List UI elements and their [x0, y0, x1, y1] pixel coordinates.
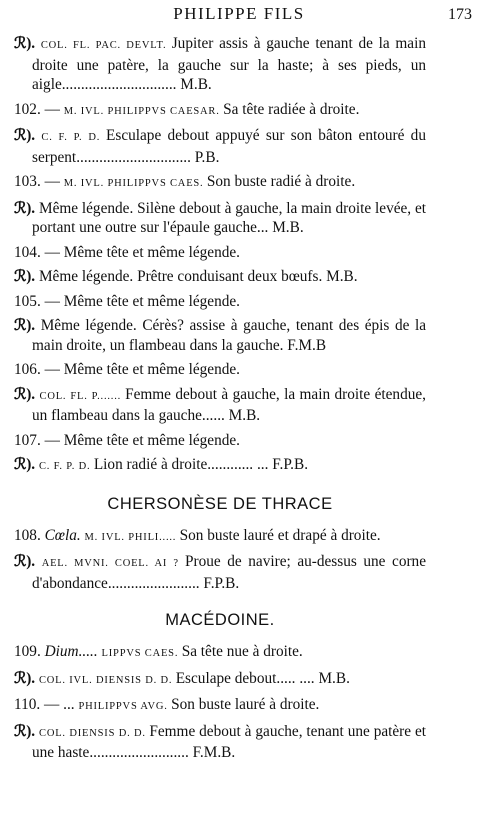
- section-title-macedoine: MACÉDOINE.: [165, 611, 275, 629]
- rarity-mark: F.P.B.: [203, 574, 240, 592]
- entry-dash: —: [44, 292, 64, 310]
- entry-number: 109.: [14, 643, 45, 660]
- page-number: 173: [448, 6, 472, 23]
- description: Esculape debout: [175, 669, 277, 687]
- city-name: Dium.....: [44, 643, 102, 660]
- reverse-entry: [14, 722, 426, 763]
- entry-dash: — ...: [44, 696, 79, 713]
- obverse-entry: [14, 100, 426, 122]
- reverse-mark: ℛ).: [14, 385, 40, 403]
- description: Sa tête nue à droite.: [181, 643, 303, 660]
- reverse-mark: ℛ).: [14, 268, 39, 285]
- coin-legend: AEL. MVNI. COEL. AI ?: [41, 558, 186, 569]
- reverse-mark: ℛ).: [14, 669, 39, 687]
- description: Même tête et même légende.: [63, 243, 240, 261]
- reverse-mark: ℛ).: [14, 127, 42, 144]
- description: Même tête et même légende.: [63, 431, 240, 449]
- description: Jupiter assis à gauche tenant de la main droite une patère, la gauche sur la haste; à ses pieds, un aigle: [32, 35, 426, 93]
- reverse-mark: ℛ).: [14, 199, 39, 217]
- reverse-entry: [14, 34, 426, 95]
- obverse-entry: [14, 642, 426, 664]
- catalogue-entries: [14, 34, 426, 768]
- city-name: Cœla.: [44, 526, 85, 544]
- rarity-mark: M.B.: [180, 76, 212, 93]
- obverse-entry: [14, 695, 426, 717]
- rarity-mark: F.M.B: [287, 336, 327, 354]
- coin-legend: C. F. P. D.: [41, 132, 107, 143]
- reverse-mark: ℛ).: [14, 722, 40, 740]
- rarity-mark: P.B.: [194, 148, 220, 166]
- macedoine-entries: [14, 642, 426, 763]
- reverse-mark: ℛ).: [14, 35, 41, 52]
- description: Son buste radié à droite.: [206, 173, 356, 190]
- rarity-mark: M.B.: [326, 268, 358, 285]
- description: Son buste lauré à droite.: [171, 696, 320, 713]
- entry-dash: —: [44, 431, 64, 449]
- rarity-mark: M.B.: [318, 669, 350, 687]
- coin-legend: M. IVL. PHILIPPVS CAESAR.: [63, 105, 224, 117]
- leader-dots: ..............................: [76, 148, 191, 166]
- chersonese-entries: [14, 526, 426, 594]
- description: Proue de navire; au-dessus une corne d'abondance: [32, 553, 426, 592]
- obverse-entry: [14, 172, 426, 194]
- entry-dash: —: [44, 173, 64, 190]
- coin-legend: M. IVL. PHILIPPVS CAES.: [63, 178, 207, 189]
- entry-dash: —: [44, 243, 64, 261]
- entry-number: 105.: [14, 292, 45, 310]
- reverse-entry: [14, 316, 426, 355]
- description: Même tête et même légende.: [63, 361, 240, 378]
- coin-legend: PHILIPPVS AVG.: [78, 701, 172, 712]
- reverse-mark: ℛ).: [14, 317, 41, 334]
- entry-dash: —: [44, 361, 64, 378]
- entry-number: 110.: [14, 696, 45, 713]
- leader-dots: ........................: [107, 574, 200, 592]
- description: Esculape debout appuyé sur son bâton entouré du serpent: [32, 127, 426, 166]
- obverse-entry: [14, 526, 426, 548]
- reverse-mark: ℛ).: [14, 553, 42, 570]
- description: Même légende. Silène debout à gauche, la main droite levée, et portant une outre sur l'épaule gauche...: [32, 199, 426, 236]
- leader-dots: ............ ...: [207, 456, 269, 473]
- page-header: [0, 4, 478, 26]
- entry-number: 106.: [14, 361, 45, 378]
- leader-dots: ..............................: [61, 76, 177, 93]
- description: Même légende. Cérès? assise à gauche, tenant des épis de la main droite, un flambeau dans la gauche.: [32, 317, 427, 354]
- entry-number: 104.: [14, 243, 45, 261]
- rarity-mark: F.P.B.: [272, 456, 309, 473]
- entry-dash: —: [44, 100, 64, 118]
- coin-legend: C. F. P. D.: [38, 461, 94, 472]
- rarity-mark: F.M.B.: [192, 744, 236, 761]
- section-title-chersonese: CHERSONÈSE DE THRACE: [107, 494, 333, 513]
- description: Femme debout à gauche, la main droite étendue, un flambeau dans la gauche......: [32, 385, 426, 424]
- coin-legend: COL. FL. PAC. DEVLT.: [40, 40, 172, 51]
- description: Sa tête radiée à droite.: [223, 100, 360, 118]
- description: Lion radié à droite: [93, 456, 208, 473]
- leader-dots: ..........................: [89, 744, 189, 761]
- reverse-entry: [14, 267, 426, 287]
- entry-number: 107.: [14, 431, 45, 449]
- reverse-entry: [14, 455, 426, 477]
- obverse-entry: [14, 243, 426, 263]
- rarity-mark: M.B.: [228, 407, 261, 424]
- description: Même tête et même légende.: [63, 292, 240, 310]
- reverse-entry: [14, 199, 426, 238]
- coin-legend: COL. FL. P.......: [39, 390, 126, 402]
- running-title: PHILIPPE FILS: [173, 4, 305, 23]
- coin-legend: COL. IVL. DIENSIS D. D.: [38, 674, 176, 686]
- rarity-mark: M.B.: [272, 219, 304, 236]
- coin-legend: LIPPVS CAES.: [101, 648, 182, 659]
- reverse-mark: ℛ).: [14, 456, 39, 473]
- entry-number: 102.: [14, 100, 45, 118]
- description: Même légende. Prêtre conduisant deux bœufs.: [38, 268, 323, 285]
- reverse-entry: [14, 669, 426, 691]
- coin-legend: M. IVL. PHILI.....: [84, 531, 180, 543]
- reverse-entry: [14, 385, 426, 426]
- entry-number: 108.: [14, 526, 45, 544]
- leader-dots: ..... ....: [276, 669, 315, 687]
- obverse-entry: [14, 292, 426, 312]
- obverse-entry: [14, 360, 426, 380]
- top-entries: [14, 34, 426, 477]
- entry-number: 103.: [14, 173, 45, 190]
- description: Femme debout à gauche, tenant une patère et une haste: [32, 722, 427, 761]
- reverse-entry: [14, 126, 426, 167]
- coin-legend: COL. DIENSIS D. D.: [39, 727, 150, 739]
- obverse-entry: [14, 431, 426, 451]
- description: Son buste lauré et drapé à droite.: [179, 526, 381, 544]
- reverse-entry: [14, 552, 426, 593]
